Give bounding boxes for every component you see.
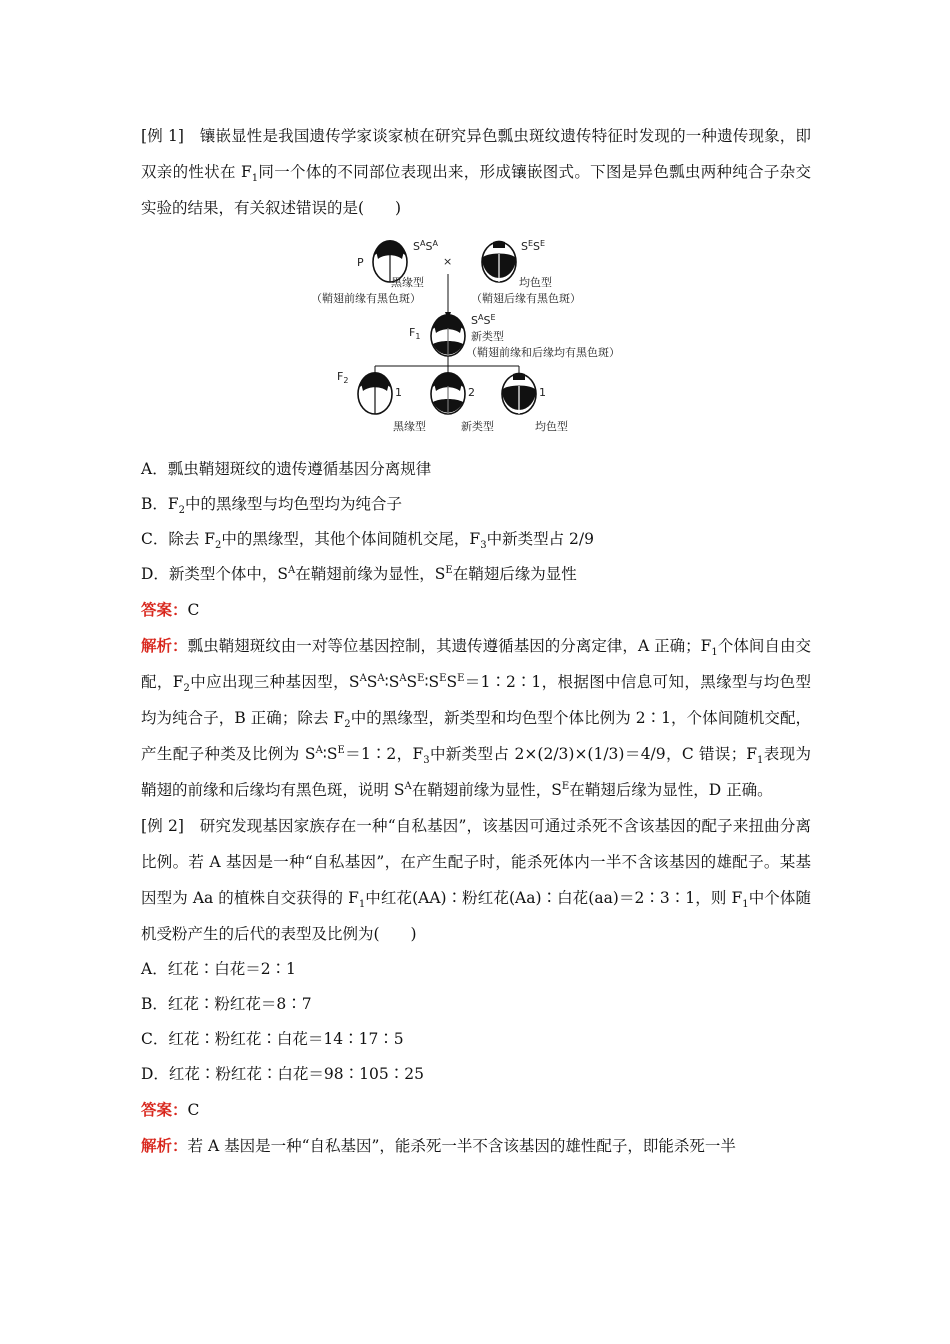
example-1-option-a: A．瓢虫鞘翅斑纹的遗传遵循基因分离规律 (141, 460, 432, 478)
example-2-tag: [例 2] (141, 817, 184, 835)
f1-description: （鞘翅前缘和后缘均有黑色斑） (466, 346, 620, 359)
f2-ratio-2: 2 (468, 386, 475, 399)
f2-black-edge-ladybug-icon (358, 372, 392, 414)
f2-name-2: 新类型 (461, 420, 494, 433)
p-right-ladybug-icon (482, 241, 516, 282)
ladybug-cross-diagram (141, 232, 811, 442)
f2-name-1: 黑缘型 (393, 420, 426, 433)
p-label: P (357, 256, 364, 269)
f2-new-type-ladybug-icon (431, 372, 465, 414)
p-left-description: （鞘翅前缘有黑色斑） (311, 292, 421, 305)
p-left-phenotype: 黑缘型 (391, 276, 424, 289)
example-1-option-c: C．除去 $F_2$中的黑缘型，其他个体间随机交尾，$F_3$中新类型占 2/9 (141, 530, 594, 552)
cross-symbol: × (443, 255, 453, 268)
p-left-genotype: $S^AS^A$ (413, 239, 438, 253)
example-2-option-d: D．红花∶粉红花∶白花＝98∶105∶25 (141, 1065, 424, 1083)
example-1-stem: [例 1] 镶嵌显性是我国遗传学家谈家桢在研究异色瓢虫斑纹遗传特征时发现的一种遗传现象，即双亲的性状在 $F_1$同一个体的不同部位表现出来，形成镶嵌图式。下图是异色瓢虫两种纯合子杂交实验的结果，有关叙述错误的是( ) (141, 127, 811, 217)
f2-ratio-1: 1 (395, 386, 402, 399)
example-1-option-b: B．$F_2$中的黑缘型与均色型均为纯合子 (141, 495, 403, 517)
p-right-phenotype: 均色型 (519, 276, 552, 289)
example-2-option-a: A．红花∶白花＝2∶1 (141, 960, 296, 978)
example-2-analysis: 解析：若 A 基因是一种“自私基因”，能杀死一半不含该基因的雄性配子，即能杀死一半 (141, 1136, 736, 1155)
example-1-option-d: D．新类型个体中，$S^A$在鞘翅前缘为显性，$S^E$在鞘翅后缘为显性 (141, 564, 577, 583)
example-1-analysis: 解析：瓢虫鞘翅斑纹由一对等位基因控制，其遗传遵循基因的分离定律，A 正确；$F_1$个体间自由交配，$F_2$中应出现三种基因型，$S^AS^A∶S^AS^E∶S^ES^E=1∶2∶1$，根据图中信息可知，黑缘型与均色型均为纯合子，B 正确；除去 $F_2$中的黑缘型，新类型和均色型个体比例为 2∶1，个体间随机交配，产生配子种类及比例为 $S^A∶S^E=1∶2$，$F_3$中新类型占 2×(2/3)×(1/3)＝4/9，C 错误；$F_1$表现为鞘翅的前缘和后缘均有黑色斑，说明 $S^A$在鞘翅前缘为显性，$S^E$在鞘翅后缘为显性，D 正确。 (141, 636, 811, 799)
example-1-tag: [例 1] (141, 127, 184, 145)
example-2-answer: 答案：C (141, 1100, 200, 1119)
f1-label: $F_1$ (409, 326, 421, 341)
p-right-genotype: $S^ES^E$ (521, 239, 546, 253)
f2-ratio-3: 1 (539, 386, 546, 399)
example-1-answer: 答案：C (141, 600, 200, 619)
f2-label: $F_2$ (337, 370, 349, 385)
example-2-option-b: B．红花∶粉红花＝8∶7 (141, 995, 312, 1013)
f1-phenotype: 新类型 (471, 330, 504, 343)
p-right-description: （鞘翅后缘有黑色斑） (471, 292, 581, 305)
f1-ladybug-icon (431, 314, 465, 356)
example-2-option-c: C．红花∶粉红花∶白花＝14∶17∶5 (141, 1030, 404, 1048)
cross-diagram-svg (141, 232, 811, 442)
f1-genotype: $S^AS^E$ (471, 313, 496, 327)
f2-uniform-ladybug-icon (502, 373, 536, 414)
example-2-stem: [例 2] 研究发现基因家族存在一种“自私基因”，该基因可通过杀死不含该基因的配子来扭曲分离比例。若 A 基因是一种“自私基因”，在产生配子时，能杀死体内一半不含该基因的雄配子。某基因型为 Aa 的植株自交获得的 $F_1$中红花(AA)∶粉红花(Aa)∶白花(aa)＝2∶3∶1，则 $F_1$中个体随机受粉产生的后代的表型及比例为( ) (141, 817, 811, 943)
f2-name-3: 均色型 (535, 420, 568, 433)
document-page (141, 118, 811, 1164)
